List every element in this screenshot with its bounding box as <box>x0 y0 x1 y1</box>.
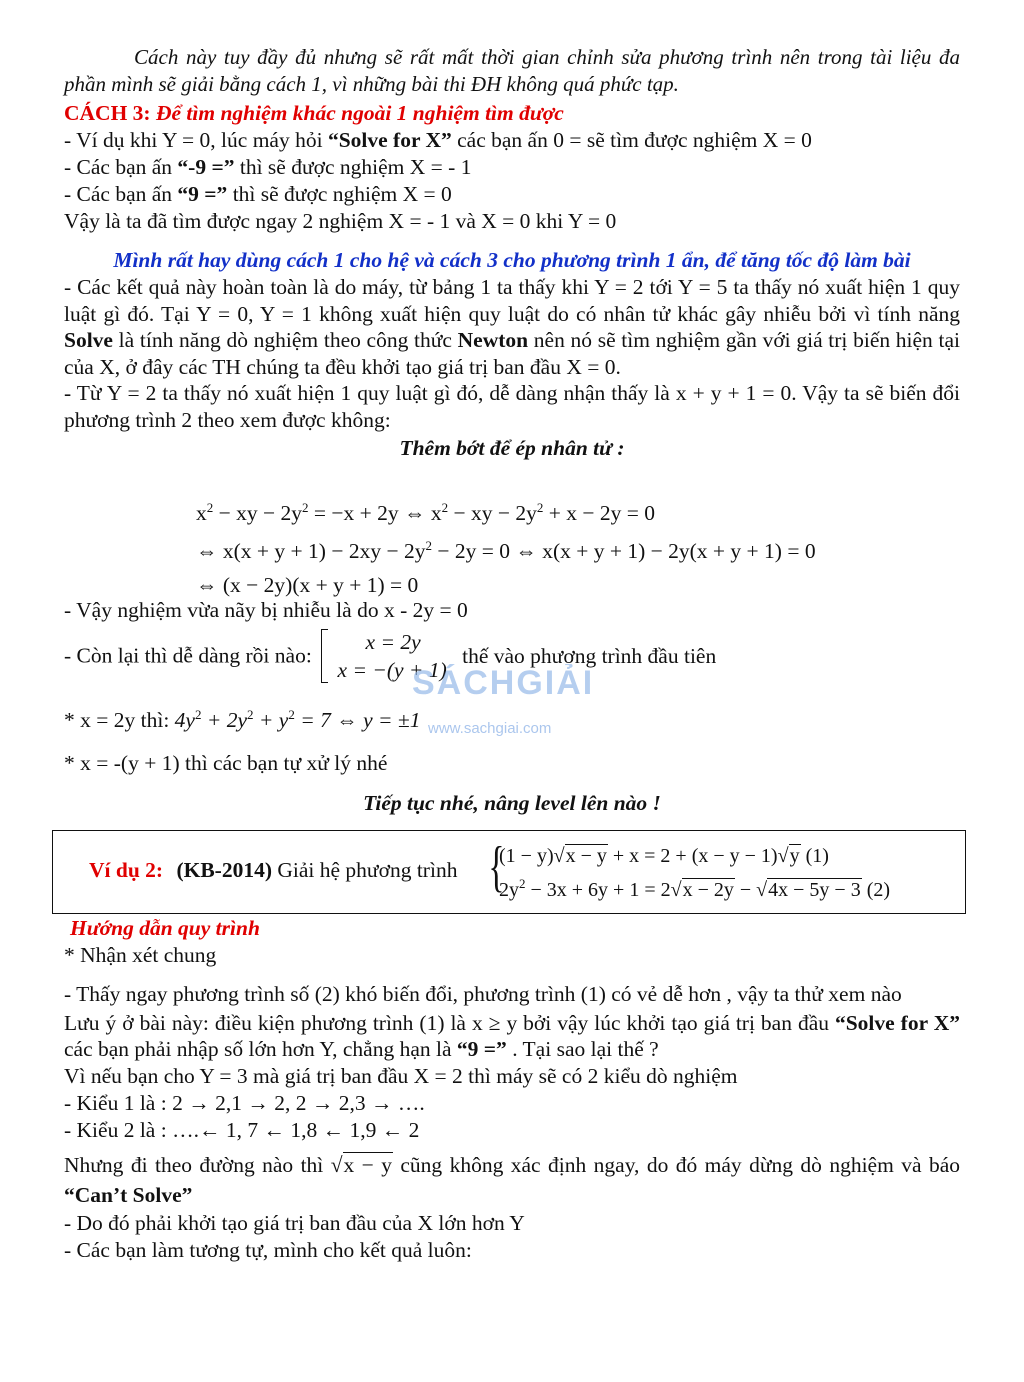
paragraph-5: Vì nếu bạn cho Y = 3 mà giá trị ban đầu X = 2 thì máy sẽ có 2 kiểu dò nghiệm <box>64 1063 738 1088</box>
equation-line-2: ⇔ $x(x + y + 1) - 2xy - 2y^2 - 2y = 0$ ⇔ x(x + y + 1) − 2y(x + y + 1) = 0 <box>196 538 816 563</box>
example-header <box>89 858 457 883</box>
bracket-icon <box>321 629 328 683</box>
case-1: * x = 2y thì: $4y^2 + 2y^2 + y^2 = 7$ ⇔ y = ±1 <box>64 707 421 732</box>
example-box <box>52 830 966 914</box>
paragraph-6: Nhưng đi theo đường nào thì √x − y cũng không xác định ngay, do đó máy dừng dò nghiệm và báo “Can’t Solve” <box>64 1152 960 1207</box>
example-label: Ví dụ 2: <box>89 858 164 882</box>
remark-heading: * Nhận xét chung <box>64 943 217 967</box>
example-system <box>499 839 890 907</box>
equation-line-1: $x^2$ − xy − $2y^2 = -x + 2y$ ⇔ $x^2$ − xy − $2y^2 + x - 2y = 0$ <box>196 500 656 525</box>
case-system: x = 2y x = −(y + 1) <box>337 630 447 682</box>
paragraph-8: - Các bạn làm tương tự, mình cho kết quả luôn: <box>64 1237 472 1262</box>
step-2: - Các bạn ấn “-9 =” thì sẽ được nghiệm X = - 1 <box>64 155 472 179</box>
paragraph-2: - Từ Y = 2 ta thấy nó xuất hiện 1 quy luật gì đó, dễ dàng nhận thấy là x + y + 1 = 0. Vậy ta sẽ biến đổi phương trình 2 theo xem được không: <box>64 381 960 432</box>
step-3: - Các bạn ấn “9 =” thì sẽ được nghiệm X = 0 <box>64 182 452 206</box>
watermark-logo: SÁCHGIẢI <box>412 664 595 702</box>
tip-line: Mình rất hay dùng cách 1 cho hệ và cách 3 cho phương trình 1 ẩn, để tăng tốc độ làm bài <box>113 248 911 272</box>
paragraph-4: Lưu ý ở bài này: điều kiện phương trình (1) là x ≥ y bởi vậy lúc khởi tạo giá trị ban đầu “Solve for X” các bạn phải nhập số lớn hơn Y, chẳng hạn là “9 =” . Tại sao lại thế ? <box>64 1010 960 1061</box>
brace-icon: { <box>488 836 505 898</box>
paragraph-1: - Các kết quả này hoàn toàn là do máy, từ bảng 1 ta thấy khi Y = 2 tới Y = 5 ta thấy nó xuất hiện 1 quy luật gì đó. Tại Y = 0, Y = 1 không xuất hiện quy luật do có nhân tử khác gây nhiễu bởi vì tính năng Solve là tính năng dò nghiệm theo công thức Newton nên nó sẽ tìm nghiệm gần với giá trị biến hiện tại của X, ở đây các TH chúng ta đều khởi tạo giá trị ban đầu X = 0. <box>64 275 960 379</box>
guide-heading: Hướng dẫn quy trình <box>70 916 260 940</box>
remain-line: - Còn lại thì dễ dàng rồi nào: x = 2y x = −(y + 1) thế vào phương trình đầu tiên <box>64 630 717 682</box>
equation-line-3: ⇔ (x − 2y)(x + y + 1) = 0 <box>196 573 419 597</box>
example-task: Giải hệ phương trình <box>277 858 458 882</box>
equation-block <box>196 496 816 602</box>
case-2: * x = -(y + 1) thì các bạn tự xử lý nhé <box>64 751 388 775</box>
example-equation-1: (1 − y)√x − y + x = 2 + (x − y − 1)√y (1) <box>499 845 829 867</box>
guide-section <box>64 915 960 1264</box>
cach3-label: CÁCH 3: <box>64 101 151 125</box>
document-page <box>64 44 960 462</box>
example-equation-2: $2y^2 - 3x + 6y + 1 = 2√x - 2y - √4x - 5y - 3$ (2) <box>499 876 891 901</box>
cach3-heading <box>64 100 960 127</box>
intro-paragraph: Cách này tuy đầy đủ nhưng sẽ rất mất thời gian chỉnh sửa phương trình nên trong tài liệu đa phần mình sẽ giải bằng cách 1, vì những bài thi ĐH không quá phức tạp. <box>64 45 960 96</box>
step-4: Vậy là ta đã tìm được ngay 2 nghiệm X = - 1 và X = 0 khi Y = 0 <box>64 209 617 233</box>
kieu-1: - Kiểu 1 là : 2 → 2,1 → 2, 2 → 2,3 → …. <box>64 1090 425 1115</box>
paragraph-7: - Do đó phải khởi tạo giá trị ban đầu của X lớn hơn Y <box>64 1210 525 1235</box>
noise-line: - Vậy nghiệm vừa nãy bị nhiễu là do x - 2y = 0 <box>64 598 468 622</box>
watermark-url: www.sachgiai.com <box>428 720 552 737</box>
continue-heading: Tiếp tục nhé, nâng level lên nào ! <box>363 791 661 815</box>
paragraph-3: - Thấy ngay phương trình số (2) khó biến đổi, phương trình (1) có vẻ dễ hơn , vậy ta thử xem nào <box>64 982 902 1006</box>
step-1: - Ví dụ khi Y = 0, lúc máy hỏi “Solve for X” các bạn ấn 0 = sẽ tìm được nghiệm X = 0 <box>64 128 812 152</box>
factor-heading: Thêm bớt để ép nhân tử : <box>399 436 625 460</box>
kieu-2: - Kiểu 2 là : ….← 1, 7 ← 1,8 ← 1,9 ← 2 <box>64 1117 420 1142</box>
example-source: (KB-2014) <box>176 858 272 882</box>
cach3-title: Để tìm nghiệm khác ngoài 1 nghiệm tìm được <box>155 101 564 125</box>
